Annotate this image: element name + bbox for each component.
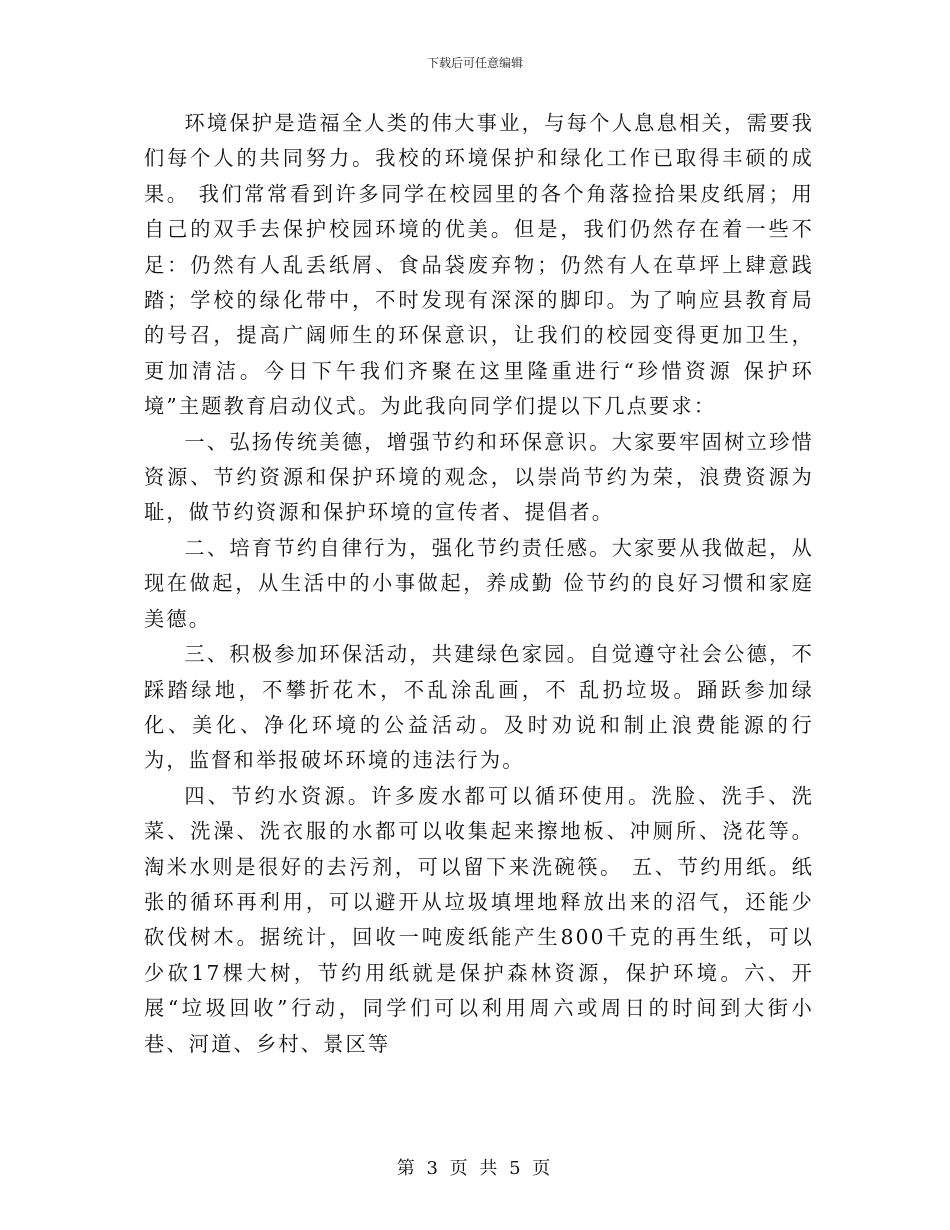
paragraph-point-4: 四、节约水资源。许多废水都可以循环使用。洗脸、洗手、洗菜、洗澡、洗衣服的水都可以收集起来擦地板、冲厕所、浇花等。淘米水则是很好的去污剂，可以留下来洗碗筷。 五、节约用纸。纸张的循环再利用，可以避开从垃圾填埋地释放出来的沼气，还能少砍伐树木。据统计，回收一吨废纸能产生800千克的再生纸，可以少砍17棵大树，节约用纸就是保护森林资源，保护环境。六、开展“垃圾回收”行动，同学们可以利用周六或周日的时间到大街小巷、河道、乡村、景区等: [144, 783, 814, 1056]
paragraph-intro: 环境保护是造福全人类的伟大事业，与每个人息息相关，需要我们每个人的共同努力。我校的环境保护和绿化工作已取得丰硕的成果。 我们常常看到许多同学在校园里的各个角落捡拾果皮纸屑；用自己的双手去保护校园环境的优美。但是，我们仍然存在着一些不足：仍然有人乱丢纸屑、食品袋废弃物；仍然有人在草坪上肆意践踏；学校的绿化带中，不时发现有深深的脚印。为了响应县教育局的号召，提高广阔师生的环保意识，让我们的校园变得更加卫生，更加清洁。今日下午我们齐聚在这里隆重进行“珍惜资源 保护环境”主题教育启动仪式。为此我向同学们提以下几点要求：: [144, 111, 814, 419]
paragraph-point-3: 三、积极参加环保活动，共建绿色家园。自觉遵守社会公德，不踩踏绿地，不攀折花木，不乱涂乱画，不 乱扔垃圾。踊跃参加绿化、美化、净化环境的公益活动。及时劝说和制止浪费能源的行为，监督和举报破坏环境的违法行为。: [144, 642, 814, 773]
paragraph-point-1: 一、弘扬传统美德，增强节约和环保意识。大家要牢固树立珍惜资源、节约资源和保护环境的观念，以崇尚节约为荣，浪费资源为耻，做节约资源和保护环境的宣传者、提倡者。: [144, 429, 814, 525]
paragraph-point-2: 二、培育节约自律行为，强化节约责任感。大家要从我做起，从现在做起，从生活中的小事做起，养成勤 俭节约的良好习惯和家庭美德。: [144, 535, 814, 631]
page-header: 下载后可任意编辑: [426, 56, 523, 70]
page-number: 第 3 页 共 5 页: [396, 1158, 554, 1179]
document-body: [144, 106, 814, 1062]
